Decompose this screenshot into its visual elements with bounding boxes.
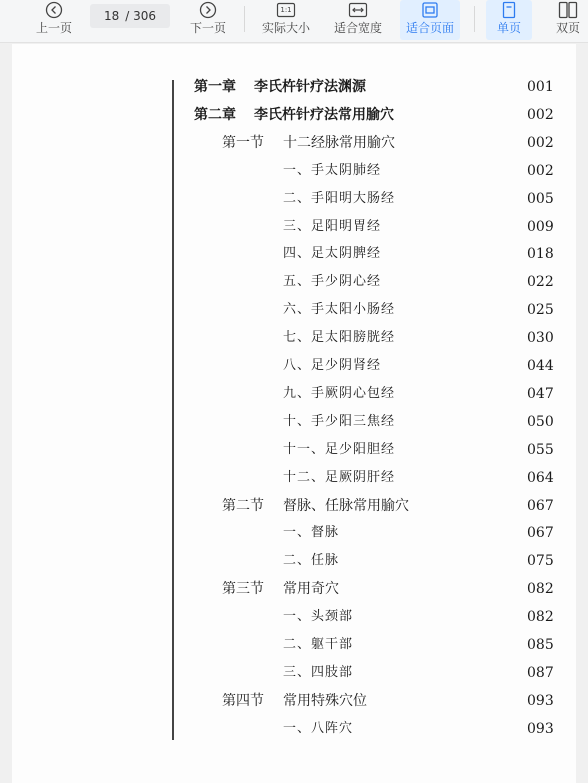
next-page-button[interactable] <box>186 0 230 40</box>
item-title: 三、四肢部 <box>283 665 354 680</box>
page-number: 005 <box>527 191 554 207</box>
page-number: 022 <box>527 274 554 290</box>
chapter-title: 李氏杵针疗法渊源 <box>254 79 366 95</box>
toc-entry[interactable] <box>12 633 512 657</box>
chevron-left-icon <box>44 0 64 20</box>
chevron-right-icon <box>198 0 218 20</box>
fit-page-icon <box>420 0 440 20</box>
item-title: 一、督脉 <box>283 525 340 540</box>
page-number: 064 <box>527 470 554 486</box>
toc-entry[interactable] <box>12 159 512 183</box>
page-number: 067 <box>527 525 554 541</box>
page-number: 085 <box>527 637 554 653</box>
toc-entry[interactable] <box>12 103 512 127</box>
prev-page-button[interactable] <box>32 0 76 40</box>
toc-entry[interactable] <box>12 242 512 266</box>
item-title: 五、手少阴心经 <box>283 274 382 289</box>
section-title: 常用奇穴 <box>283 581 339 597</box>
current-page-number[interactable]: 18 <box>103 9 120 23</box>
toc-entry[interactable] <box>12 521 512 545</box>
chapter-title: 李氏杵针疗法常用腧穴 <box>254 107 394 123</box>
page-number: 009 <box>527 219 554 235</box>
page-number: 093 <box>527 693 554 709</box>
double-page-icon <box>558 0 578 20</box>
page-number: 030 <box>527 330 554 346</box>
item-title: 四、足太阴脾经 <box>283 246 382 261</box>
toc-entry[interactable] <box>12 689 512 713</box>
item-title: 十一、足少阳胆经 <box>283 442 396 457</box>
fit-width-button[interactable] <box>330 0 386 40</box>
item-title: 一、八阵穴 <box>283 721 354 736</box>
total-pages: / 306 <box>125 9 157 23</box>
page-number: 018 <box>527 246 554 262</box>
prev-page-label: 上一页 <box>35 21 72 35</box>
fit-page-button[interactable] <box>400 0 460 40</box>
page-number: 001 <box>527 79 554 95</box>
toc-entry[interactable] <box>12 354 512 378</box>
item-title: 二、躯干部 <box>283 637 354 652</box>
toc-entry[interactable] <box>12 438 512 462</box>
item-title: 七、足太阳膀胱经 <box>283 330 396 345</box>
toc-entry[interactable] <box>12 605 512 629</box>
item-title: 九、手厥阴心包经 <box>283 386 396 401</box>
double-page-label: 双页 <box>555 21 580 35</box>
toc-entry[interactable] <box>12 187 512 211</box>
page-number: 044 <box>527 358 554 374</box>
actual-size-button[interactable] <box>258 0 314 40</box>
fit-page-label: 适合页面 <box>405 21 454 35</box>
item-title: 一、手太阴肺经 <box>283 163 382 178</box>
double-page-button[interactable] <box>548 0 588 40</box>
fit-width-icon <box>348 0 368 20</box>
chapter-number: 第二章 <box>194 107 236 123</box>
page-number: 082 <box>527 609 554 625</box>
page-number: 055 <box>527 442 554 458</box>
item-title: 十二、足厥阴肝经 <box>283 470 396 485</box>
actual-size-icon <box>276 0 296 20</box>
section-number: 第三节 <box>222 581 264 597</box>
item-title: 三、足阳明胃经 <box>283 219 382 234</box>
page-number: 093 <box>527 721 554 737</box>
toc-entry[interactable] <box>12 75 512 99</box>
page-number: 047 <box>527 386 554 402</box>
toc-entry[interactable] <box>12 215 512 239</box>
document-page <box>12 44 576 783</box>
single-page-label: 单页 <box>496 21 521 35</box>
page-number: 075 <box>527 553 554 569</box>
item-title: 一、头颈部 <box>283 609 354 624</box>
toc-entry[interactable] <box>12 577 512 601</box>
toc-entry[interactable] <box>12 131 512 155</box>
toc-entry[interactable] <box>12 326 512 350</box>
section-title: 常用特殊穴位 <box>283 693 367 709</box>
toc-entry[interactable] <box>12 270 512 294</box>
page-number: 050 <box>527 414 554 430</box>
item-title: 八、足少阴肾经 <box>283 358 382 373</box>
toc-entry[interactable] <box>12 717 512 741</box>
next-page-label: 下一页 <box>189 21 226 35</box>
page-number: 002 <box>527 107 554 123</box>
actual-size-label: 实际大小 <box>261 21 310 35</box>
page-number: 082 <box>527 581 554 597</box>
item-title: 十、手少阳三焦经 <box>283 414 396 429</box>
page-number: 067 <box>527 498 554 514</box>
viewer-toolbar <box>0 0 588 43</box>
toc-entry[interactable] <box>12 382 512 406</box>
section-title: 十二经脉常用腧穴 <box>283 135 395 151</box>
toc-entry[interactable] <box>12 298 512 322</box>
single-page-button[interactable] <box>486 0 532 40</box>
item-title: 二、任脉 <box>283 553 340 568</box>
actual-size-icon-text: 1:1 <box>280 6 292 14</box>
page-number-field[interactable] <box>90 4 170 28</box>
single-page-icon <box>499 0 519 20</box>
toc-entry[interactable] <box>12 466 512 490</box>
fit-width-label: 适合宽度 <box>333 21 382 35</box>
section-number: 第四节 <box>222 693 264 709</box>
page-number: 087 <box>527 665 554 681</box>
toc-entry[interactable] <box>12 410 512 434</box>
section-title: 督脉、任脉常用腧穴 <box>283 498 409 514</box>
toc-entry[interactable] <box>12 549 512 573</box>
toc-entry[interactable] <box>12 661 512 685</box>
page-number: 025 <box>527 302 554 318</box>
toc-entry[interactable] <box>12 494 512 518</box>
item-title: 六、手太阳小肠经 <box>283 302 396 317</box>
page-number: 002 <box>527 135 554 151</box>
section-number: 第二节 <box>222 498 264 514</box>
item-title: 二、手阳明大肠经 <box>283 191 396 206</box>
toolbar-divider <box>244 6 245 32</box>
chapter-number: 第一章 <box>194 79 236 95</box>
section-number: 第一节 <box>222 135 264 151</box>
page-number: 002 <box>527 163 554 179</box>
toolbar-divider <box>474 6 475 32</box>
